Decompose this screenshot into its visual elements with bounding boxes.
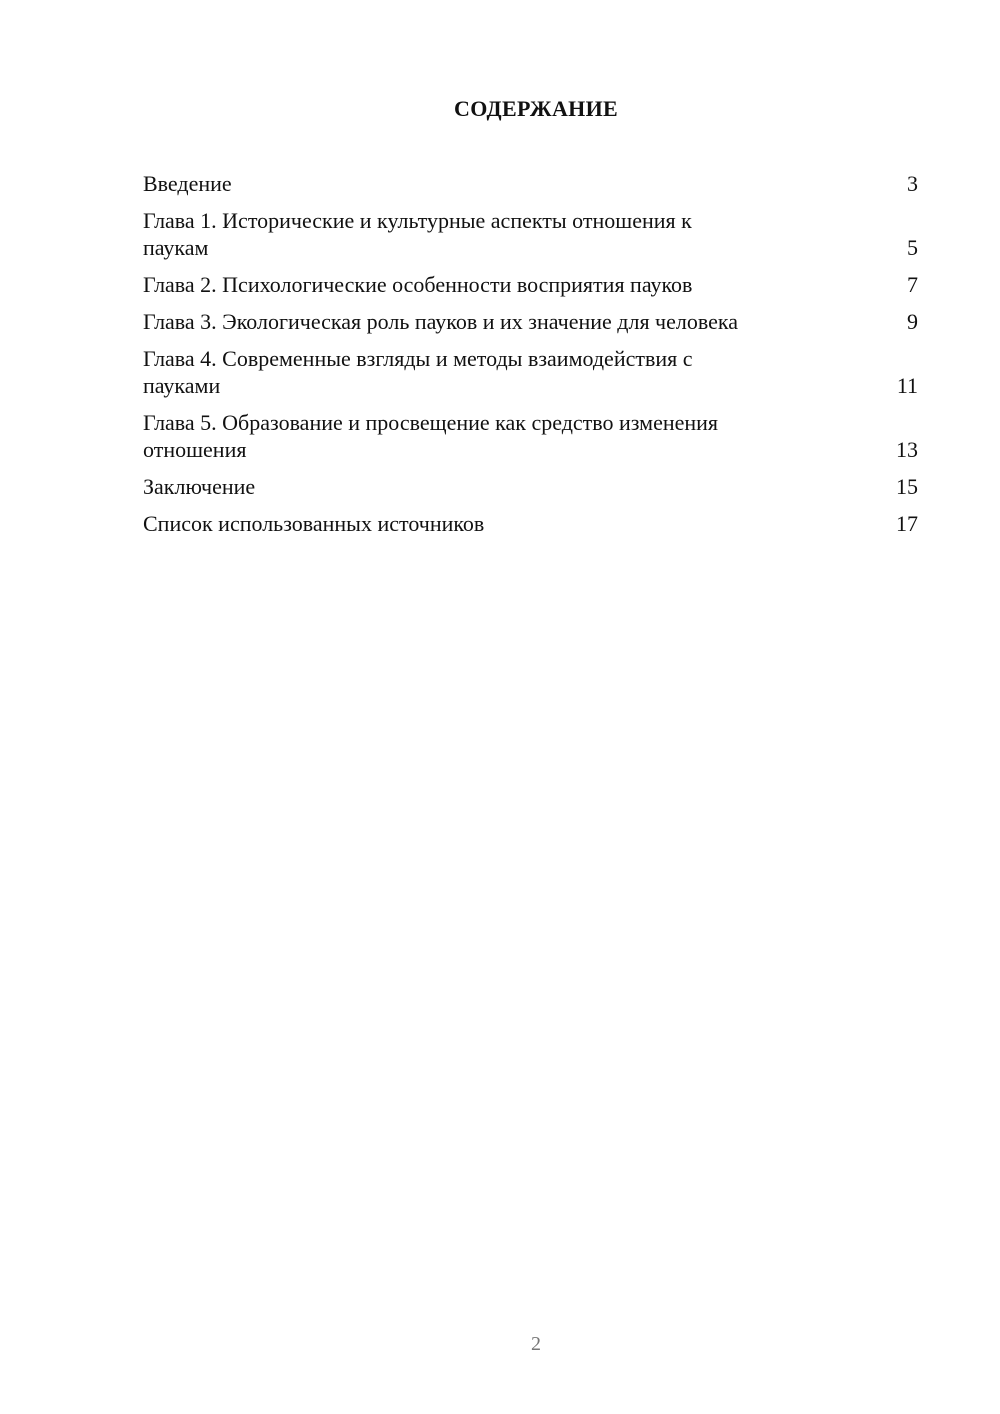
toc-entry-chapter-1 bbox=[143, 207, 918, 261]
toc-entry-page: 9 bbox=[907, 309, 918, 334]
toc-entry-chapter-2 bbox=[143, 271, 918, 298]
toc-entry-chapter-4 bbox=[143, 345, 918, 399]
toc-entry-references bbox=[143, 510, 918, 537]
toc-entry-label: Глава 5. Образование и просвещение как средство изменения отношения bbox=[143, 410, 719, 462]
toc-entry-label: Введение bbox=[143, 171, 232, 196]
toc-title: СОДЕРЖАНИЕ bbox=[454, 96, 618, 121]
toc-entry-label: Заключение bbox=[143, 474, 256, 499]
toc-entry-label: Глава 3. Экологическая роль пауков и их значение для человека bbox=[143, 309, 739, 334]
toc-entry-conclusion bbox=[143, 473, 918, 500]
toc-entry-page: 17 bbox=[896, 511, 918, 536]
toc-entry-label: Глава 1. Исторические и культурные аспекты отношения к паукам bbox=[143, 208, 692, 260]
toc-entry-page: 5 bbox=[907, 235, 918, 260]
toc-entry-label: Глава 2. Психологические особенности восприятия пауков bbox=[143, 272, 693, 297]
toc-entry-page: 3 bbox=[907, 171, 918, 196]
table-of-contents bbox=[143, 170, 918, 547]
toc-entry-chapter-5 bbox=[143, 409, 918, 463]
toc-entry-page: 11 bbox=[896, 373, 918, 398]
toc-entry-chapter-3 bbox=[143, 308, 918, 335]
toc-entry-page: 15 bbox=[896, 474, 918, 499]
toc-entry-label: Список использованных источников bbox=[143, 511, 485, 536]
toc-entry-introduction bbox=[143, 170, 918, 197]
toc-entry-label: Глава 4. Современные взгляды и методы взаимодействия с пауками bbox=[143, 346, 693, 398]
toc-entry-page: 13 bbox=[896, 437, 918, 462]
page-number: 2 bbox=[531, 1333, 541, 1355]
toc-entry-page: 7 bbox=[907, 272, 918, 297]
